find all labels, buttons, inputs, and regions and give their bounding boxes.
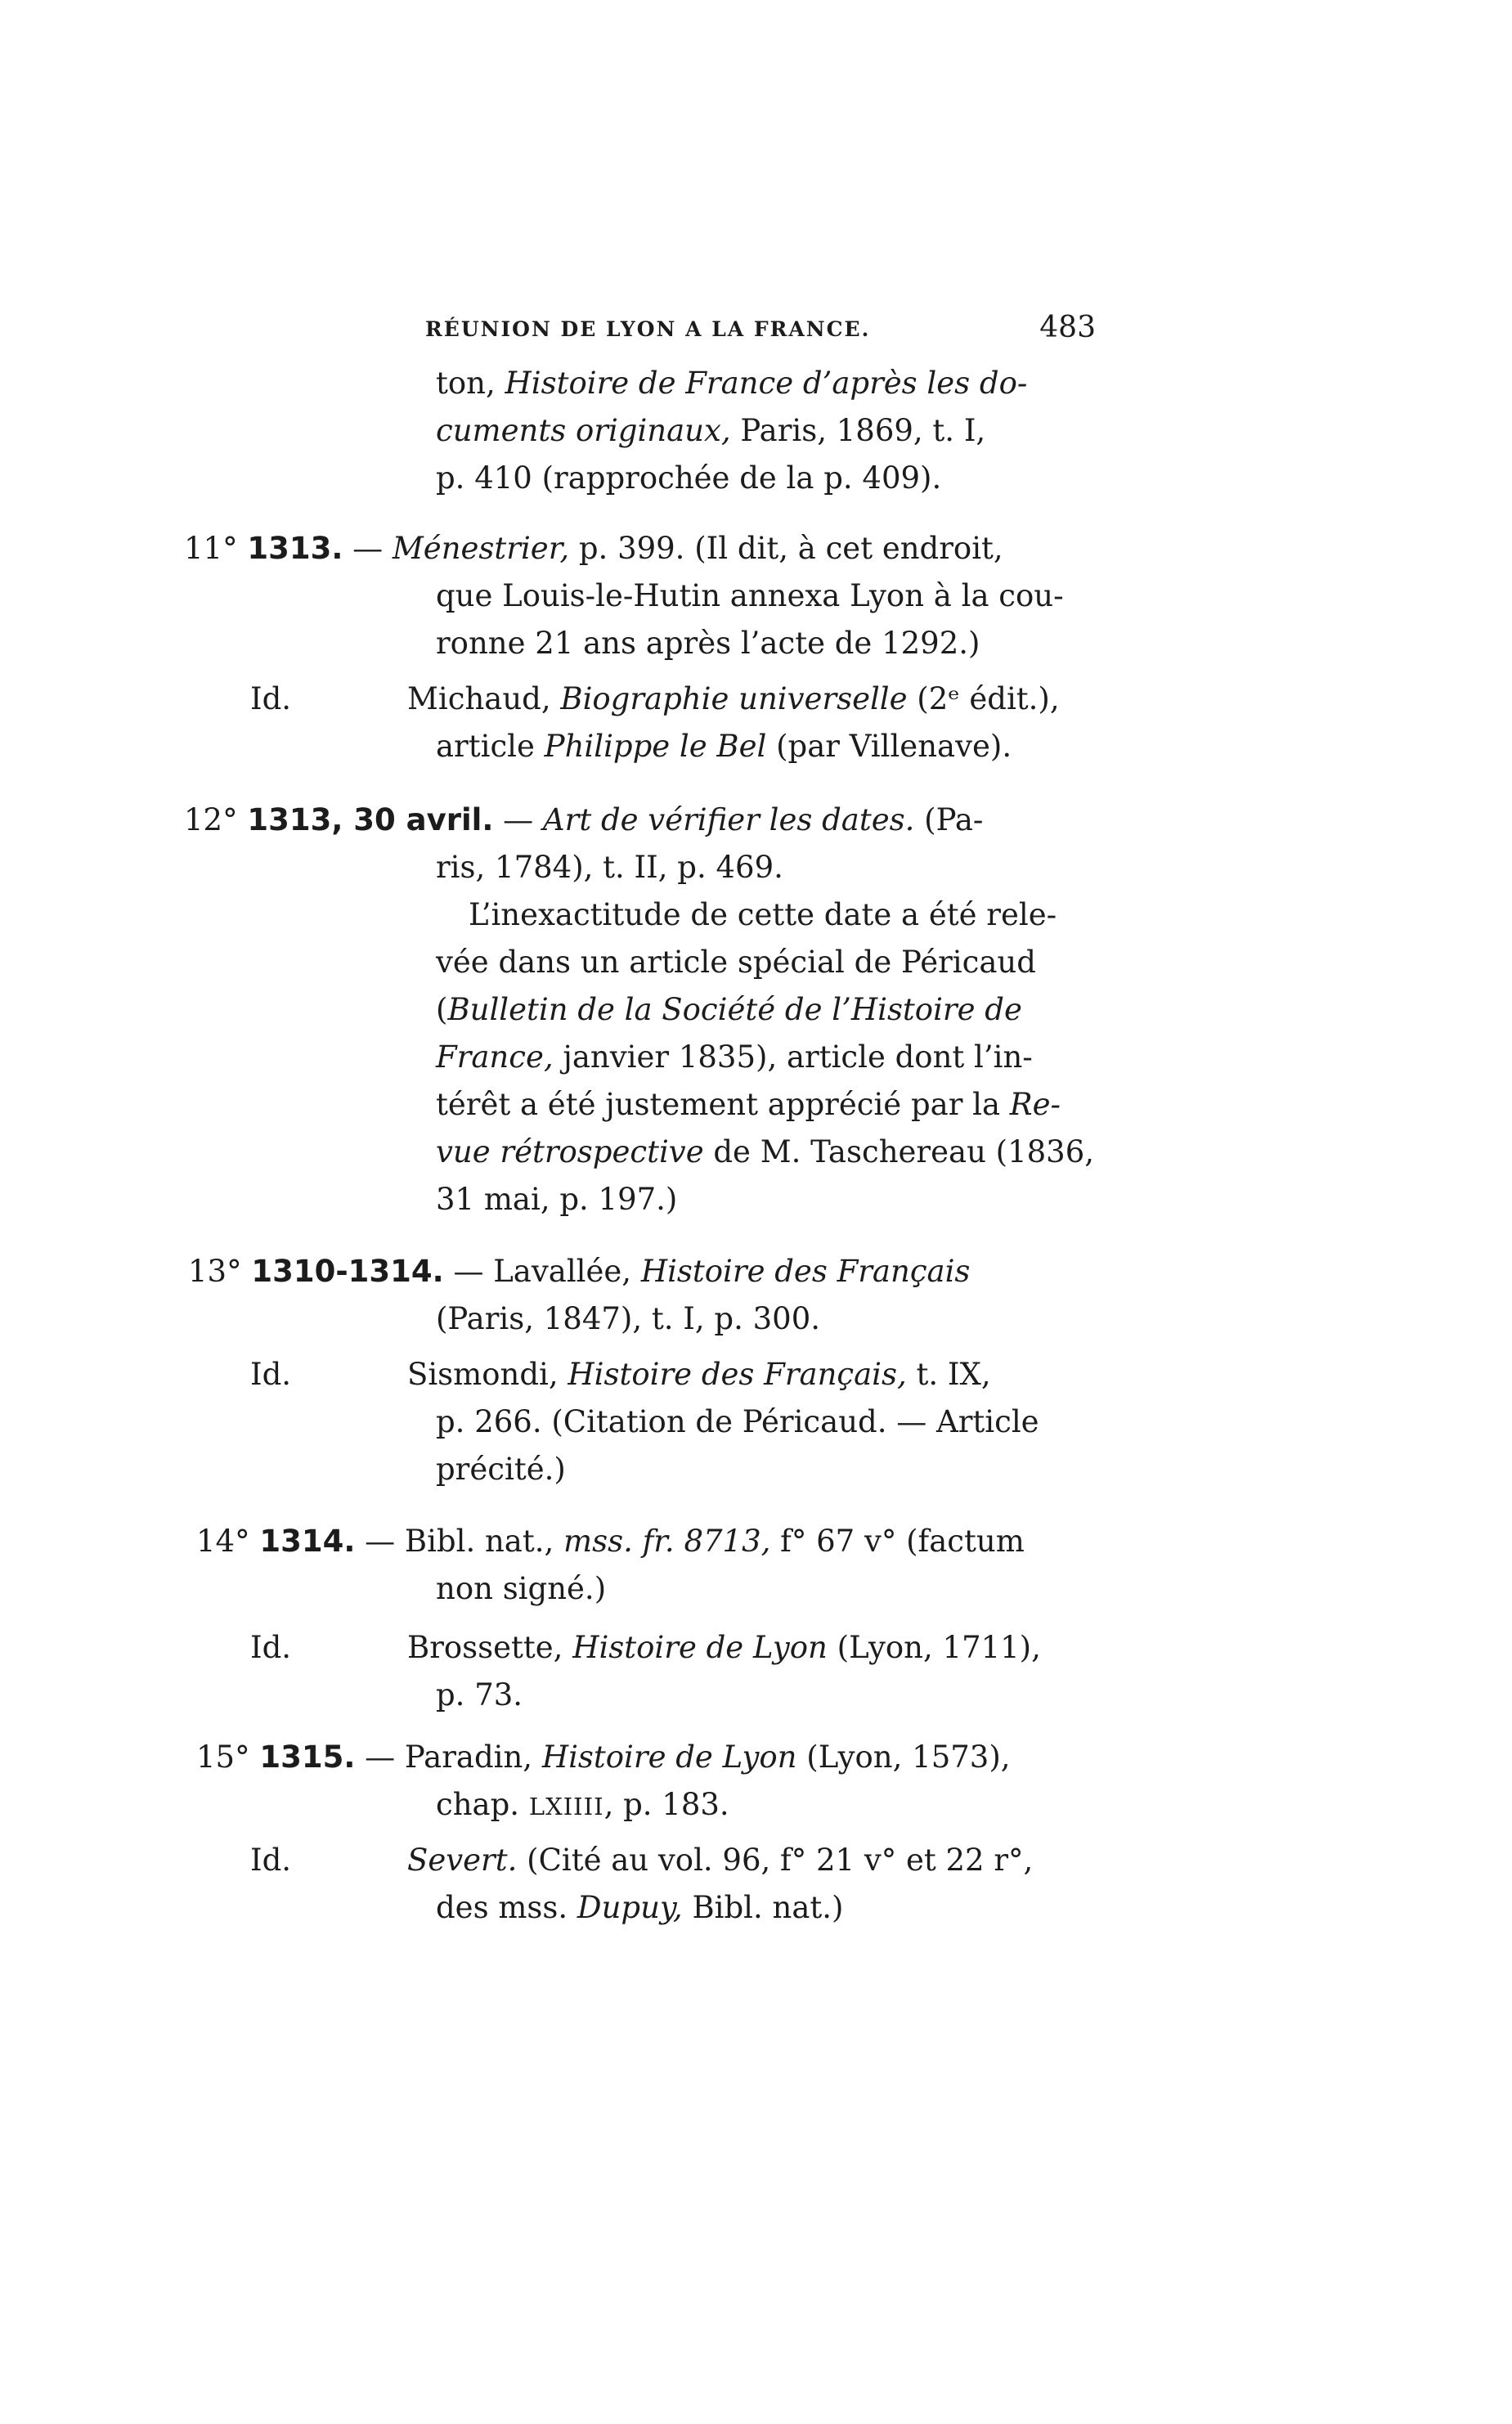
text-run: Philippe le Bel bbox=[544, 729, 767, 764]
text-run: Bulletin de la Société de l’Histoire de bbox=[447, 992, 1022, 1027]
text-run: (Pa- bbox=[914, 802, 984, 837]
text-line bbox=[436, 1677, 523, 1713]
text-line bbox=[436, 850, 783, 885]
text-line bbox=[196, 1524, 1025, 1559]
text-run: Histoire de Lyon bbox=[572, 1630, 828, 1665]
text-run: — bbox=[343, 531, 393, 566]
text-run: que Louis-le-Hutin annexa Lyon à la cou- bbox=[436, 578, 1064, 613]
text-run: 1314. bbox=[259, 1524, 356, 1559]
text-run: Biographie universelle bbox=[560, 681, 908, 716]
text-run: vée dans un article spécial de Péricaud bbox=[436, 945, 1036, 980]
text-run: 13° bbox=[188, 1254, 252, 1289]
text-line bbox=[436, 1404, 1039, 1439]
text-run: t. IX, bbox=[906, 1357, 991, 1392]
text-run: 31 mai, p. 197.) bbox=[436, 1182, 678, 1217]
text-run: Id. bbox=[250, 1843, 292, 1878]
text-line bbox=[184, 531, 1003, 566]
text-run: des mss. bbox=[436, 1890, 577, 1925]
text-run: ton, bbox=[436, 366, 505, 401]
text-run: mss. fr. 8713, bbox=[563, 1524, 771, 1559]
text-run: Dupuy, bbox=[577, 1890, 683, 1925]
text-run: (Paris, 1847), t. I, p. 300. bbox=[436, 1301, 820, 1336]
text-run: Art de vérifier les dates. bbox=[542, 802, 915, 837]
text-run: térêt a été justement apprécié par la bbox=[436, 1087, 1010, 1122]
text-line bbox=[436, 366, 1028, 401]
text-run: (Cité au vol. 96, f° 21 v° et 22 r°, bbox=[517, 1843, 1034, 1878]
page-header bbox=[425, 311, 1096, 360]
text-run: 15° bbox=[196, 1739, 260, 1775]
text-run: Ménestrier, bbox=[392, 531, 570, 566]
text-run: 12° bbox=[184, 802, 248, 837]
text-line bbox=[436, 626, 980, 661]
text-line bbox=[184, 802, 984, 837]
text-run: — bbox=[493, 802, 543, 837]
text-run: L’inexactitude de cette date a été rele- bbox=[469, 897, 1057, 932]
text-run: ( bbox=[436, 992, 448, 1027]
text-line bbox=[436, 1573, 606, 1604]
text-line bbox=[436, 1452, 566, 1487]
text-run: Re- bbox=[1009, 1087, 1061, 1122]
text-run: Severt. bbox=[407, 1843, 518, 1878]
text-run: vue rétrospective bbox=[436, 1134, 704, 1169]
text-line bbox=[436, 1134, 1095, 1169]
text-run: 1315. bbox=[259, 1739, 356, 1775]
text-run: France, bbox=[436, 1039, 554, 1075]
text-run: , p. 183. bbox=[603, 1787, 729, 1822]
text-line bbox=[436, 578, 1064, 613]
text-line bbox=[407, 1357, 991, 1392]
text-line bbox=[250, 1843, 292, 1878]
text-run: — Paradin, bbox=[355, 1739, 542, 1775]
text-run: Histoire de Lyon bbox=[541, 1739, 797, 1775]
text-run: 14° bbox=[196, 1524, 260, 1559]
text-line bbox=[436, 460, 942, 496]
text-run: (Lyon, 1711), bbox=[827, 1630, 1041, 1665]
text-run: Sismondi, bbox=[407, 1357, 568, 1392]
text-run: — Bibl. nat., bbox=[355, 1524, 564, 1559]
text-run: article bbox=[436, 729, 545, 764]
text-run: (2ᵉ édit.), bbox=[907, 681, 1060, 716]
text-line bbox=[436, 1789, 729, 1820]
text-line bbox=[436, 994, 1022, 1025]
text-line bbox=[436, 1039, 1033, 1075]
text-run: p. 399. (Il dit, à cet endroit, bbox=[569, 531, 1003, 566]
text-run: Histoire de France d’après les do- bbox=[505, 366, 1028, 401]
text-line bbox=[436, 415, 985, 446]
text-line bbox=[250, 681, 292, 716]
text-line bbox=[436, 945, 1036, 980]
text-line bbox=[469, 897, 1057, 932]
text-run: Histoire des Français bbox=[640, 1254, 971, 1289]
text-run: 11° bbox=[184, 531, 248, 566]
text-line bbox=[407, 681, 1060, 716]
text-run: Michaud, bbox=[407, 681, 561, 716]
text-line bbox=[436, 1089, 1061, 1120]
text-line bbox=[436, 729, 1012, 764]
text-run: janvier 1835), article dont l’in- bbox=[553, 1039, 1033, 1075]
page-number: 483 bbox=[1039, 311, 1096, 344]
text-run: p. 73. bbox=[436, 1677, 523, 1713]
text-run: 1313. bbox=[247, 531, 343, 566]
text-run: 1310-1314. bbox=[251, 1254, 444, 1289]
running-title: RÉUNION DE LYON A LA FRANCE. bbox=[425, 317, 871, 341]
text-line bbox=[436, 1892, 843, 1923]
text-run: Id. bbox=[250, 1630, 292, 1665]
text-line bbox=[188, 1254, 971, 1289]
text-run: non signé.) bbox=[436, 1571, 607, 1606]
text-line bbox=[250, 1357, 292, 1392]
text-run: (Lyon, 1573), bbox=[796, 1739, 1011, 1775]
text-run: chap. bbox=[436, 1787, 529, 1822]
text-run: Brossette, bbox=[407, 1630, 573, 1665]
text-run: Histoire des Français, bbox=[568, 1357, 907, 1392]
text-line bbox=[407, 1843, 1034, 1878]
text-run: (par Villenave). bbox=[766, 729, 1012, 764]
text-line bbox=[407, 1632, 1041, 1663]
text-line bbox=[436, 1301, 820, 1336]
text-run: — Lavallée, bbox=[443, 1254, 641, 1289]
text-run: de M. Taschereau (1836, bbox=[703, 1134, 1095, 1169]
text-run: Paris, 1869, t. I, bbox=[730, 413, 986, 448]
text-run: ris, 1784), t. II, p. 469. bbox=[436, 850, 783, 885]
text-run: cuments originaux, bbox=[436, 413, 731, 448]
text-line bbox=[436, 1182, 678, 1217]
text-run: précité.) bbox=[436, 1452, 566, 1487]
text-line bbox=[196, 1739, 1011, 1775]
text-run: Bibl. nat.) bbox=[682, 1890, 844, 1925]
text-run: Id. bbox=[250, 1357, 292, 1392]
text-run: LXIIII bbox=[528, 1793, 604, 1820]
text-line bbox=[250, 1632, 291, 1663]
text-run: f° 67 v° (factum bbox=[770, 1524, 1025, 1559]
text-run: ronne 21 ans après l’acte de 1292.) bbox=[436, 626, 980, 661]
text-run: p. 266. (Citation de Péricaud. — Article bbox=[436, 1404, 1039, 1439]
text-run: 1313, 30 avril. bbox=[247, 802, 494, 837]
text-run: Id. bbox=[250, 681, 292, 716]
text-run: p. 410 (rapprochée de la p. 409). bbox=[436, 460, 942, 496]
